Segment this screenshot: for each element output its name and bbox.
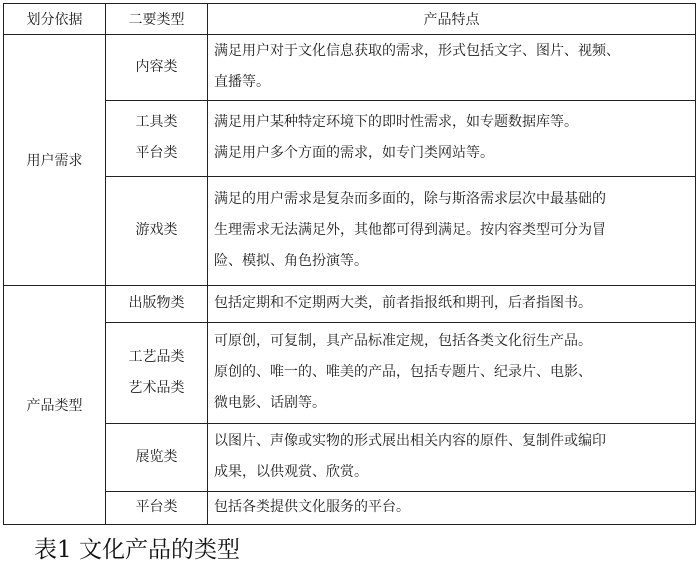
feature-cell — [208, 491, 696, 524]
feature-cell — [208, 322, 696, 423]
basis-cell-user-needs: 用户需求 — [4, 35, 106, 286]
table-row — [4, 423, 696, 491]
header-basis: 划分依据 — [4, 4, 106, 35]
type-cell — [106, 423, 208, 491]
type-label: 游戏类 — [135, 222, 178, 239]
feature-line: 成果，以供观赏、欣赏。 — [214, 464, 368, 481]
table-row — [4, 286, 696, 322]
feature-line: 微电影、话剧等。 — [214, 395, 326, 412]
feature-line: 以图片、声像或实物的形式展出相关内容的原件、复制件或编印 — [214, 433, 606, 450]
feature-line: 可原创，可复制，具产品标准定规，包括各类文化衍生产品。 — [214, 333, 592, 350]
table-row — [4, 100, 696, 176]
feature-line: 直播等。 — [214, 74, 270, 91]
feature-line: 满足用户对于文化信息获取的需求，形式包括文字、图片、视频、 — [214, 43, 620, 60]
basis-cell-product-type: 产品类型 — [4, 286, 106, 525]
feature-cell — [208, 35, 696, 101]
type-label: 平台类 — [135, 145, 178, 162]
type-cell — [106, 491, 208, 524]
type-cell — [106, 176, 208, 285]
type-label: 工艺品类 — [128, 348, 185, 365]
feature-line: 包括各类提供文化服务的平台。 — [214, 499, 410, 516]
table-row — [4, 491, 696, 524]
feature-line: 满足的用户需求是复杂而多面的，除与斯洛需求层次中最基础的 — [214, 191, 606, 208]
feature-cell — [208, 176, 696, 285]
feature-line: 生理需求无法满足外，其他都可得到满足。按内容类型可分为冒 — [214, 222, 606, 239]
table-row — [4, 35, 696, 101]
header-type: 二要类型 — [106, 4, 208, 35]
header-row — [4, 4, 696, 35]
table-row — [4, 176, 696, 285]
type-cell — [106, 286, 208, 322]
feature-line: 满足用户多个方面的需求，如专门类网站等。 — [214, 145, 494, 162]
culture-product-table — [3, 3, 696, 525]
feature-cell — [208, 100, 696, 176]
feature-line: 险、模拟、角色扮演等。 — [214, 253, 368, 270]
feature-line: 满足用户某种特定环境下的即时性需求，如专题数据库等。 — [214, 114, 578, 131]
feature-cell — [208, 423, 696, 491]
type-label: 内容类 — [135, 58, 178, 75]
feature-cell — [208, 286, 696, 322]
type-label: 出版物类 — [128, 295, 185, 312]
table-caption: 表1 文化产品的类型 — [34, 537, 240, 563]
feature-line: 包括定期和不定期两大类，前者指报纸和期刊，后者指图书。 — [214, 295, 592, 312]
type-label: 艺术品类 — [128, 379, 185, 396]
feature-line: 原创的、唯一的、唯美的产品，包括专题片、纪录片、电影、 — [214, 364, 592, 381]
type-label: 工具类 — [135, 114, 178, 131]
table-row — [4, 322, 696, 423]
type-cell — [106, 322, 208, 423]
type-cell — [106, 35, 208, 101]
type-cell — [106, 100, 208, 176]
type-label: 平台类 — [135, 499, 178, 516]
type-label: 展览类 — [135, 448, 178, 465]
header-features: 产品特点 — [208, 4, 696, 35]
